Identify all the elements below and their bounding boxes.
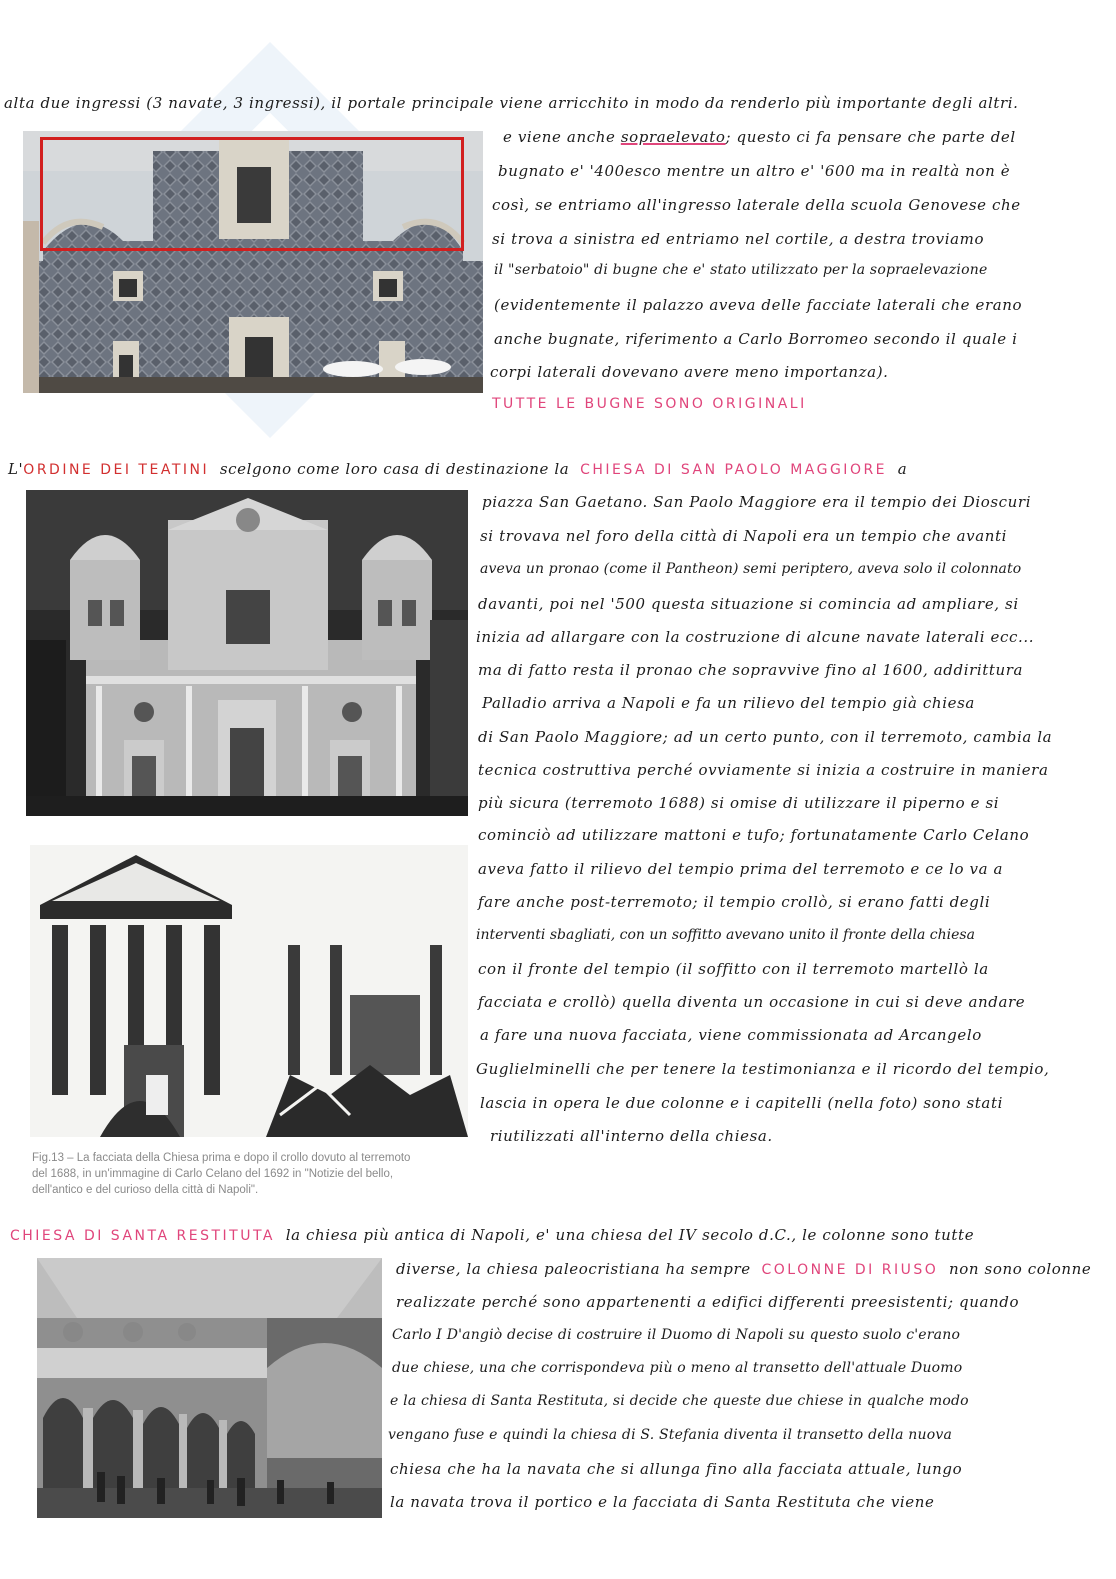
s2-intro-mid: scelgono come loro casa di destinazione la (219, 460, 570, 478)
s2-intro (8, 460, 907, 478)
s2-intro-prefix: L' (8, 460, 24, 478)
s1-line-1-b: ; questo ci fa pensare che parte del (725, 128, 1016, 146)
s2-line-1: si trovava nel foro della città di Napoli era un tempio che avanti (480, 527, 1008, 545)
s2-line-13: interventi sbagliati, con un soffitto avevano unito il fronte della chiesa (476, 927, 975, 943)
s2-line-19: riutilizzati all'interno della chiesa. (490, 1127, 773, 1145)
s3-line-0-a: diverse, la chiesa paleocristiana ha sempre (396, 1260, 751, 1278)
colonne-di-riuso: COLONNE DI RIUSO (761, 1262, 939, 1278)
s3-line-5: vengano fuse e quindi la chiesa di S. Stefania diventa il transetto della nuova (388, 1427, 952, 1443)
s2-line-0: piazza San Gaetano. San Paolo Maggiore era il tempio dei Dioscuri (482, 493, 1032, 511)
s2-line-9: più sicura (terremoto 1688) si omise di utilizzare il piperno e si (478, 794, 1000, 812)
s3-line-3: due chiese, una che corrispondeva più o meno al transetto dell'attuale Duomo (392, 1360, 963, 1376)
s1-line-3: così, se entriamo all'ingresso laterale della scuola Genovese che (492, 196, 1021, 214)
s2-line-3: davanti, poi nel '500 questa situazione si comincia ad ampliare, si (478, 595, 1019, 613)
s2-line-8: tecnica costruttiva perché ovviamente si inizia a costruire in maniera (478, 761, 1049, 779)
s3-line-0-b: non sono colonne (949, 1260, 1092, 1278)
s1-line-4: si trova a sinistra ed entriamo nel cortile, a destra troviamo (492, 230, 985, 248)
s1-line-2: bugnato e' '400esco mentre un altro e' '600 ma in realtà non è (498, 162, 1011, 180)
s3-line-7: la navata trova il portico e la facciata di Santa Restituta che viene (390, 1493, 935, 1511)
s1-highlight: TUTTE LE BUGNE SONO ORIGINALI (492, 396, 807, 412)
photo-santa-restituta-interior (37, 1258, 382, 1518)
photo-gesu-nuovo-facade (23, 131, 483, 393)
s2-line-11: aveva fatto il rilievo del tempio prima del terremoto e ce lo va a (478, 860, 1004, 878)
s2-line-4: inizia ad allargare con la costruzione di alcune navate laterali ecc... (476, 628, 1035, 646)
underlined-word: sopraelevato (620, 128, 726, 146)
s1-line-5: il "serbatoio" di bugne che e' stato utilizzato per la sopraelevazione (494, 262, 988, 278)
s2-line-7: di San Paolo Maggiore; ad un certo punto, con il terremoto, cambia la (478, 728, 1053, 746)
caption-line-0: Fig.13 – La facciata della Chiesa prima e dopo il crollo dovuto al terremoto (32, 1152, 411, 1164)
s1-line-8: corpi laterali dovevano avere meno importanza). (490, 363, 889, 381)
s1-line-1-a: e viene anche (503, 128, 621, 146)
s1-line-0: alta due ingressi (3 navate, 3 ingressi), il portale principale viene arricchito in modo da renderlo più importante degli altri. (4, 94, 1019, 112)
s2-line-14: con il fronte del tempio (il soffitto con il terremoto martellò la (478, 960, 989, 978)
s2-intro-end: a (897, 460, 908, 478)
caption-line-2: dell'antico e del curioso della città di Napoli". (32, 1184, 259, 1196)
s3-line-0 (396, 1260, 1091, 1278)
s2-line-2: aveva un pronao (come il Pantheon) semi periptero, aveva solo il colonnato (480, 561, 1022, 577)
photo-san-paolo-maggiore (26, 490, 468, 816)
s2-line-16: a fare una nuova facciata, viene commissionata ad Arcangelo (480, 1026, 982, 1044)
s3-line-1: realizzate perché sono appartenenti a edifici differenti preesistenti; quando (396, 1293, 1020, 1311)
s3-line-4: e la chiesa di Santa Restituta, si decide che queste due chiese in qualche modo (390, 1393, 969, 1409)
s3-line-6: chiesa che ha la navata che si allunga fino alla facciata attuale, lungo (390, 1460, 963, 1478)
engraving-celano (30, 845, 468, 1137)
s2-line-18: lascia in opera le due colonne e i capitelli (nella foto) sono stati (480, 1094, 1003, 1112)
s3-intro-rest: la chiesa più antica di Napoli, e' una chiesa del IV secolo d.C., le colonne sono tutte (285, 1226, 975, 1244)
s3-intro (10, 1226, 974, 1244)
s2-line-6: Palladio arriva a Napoli e fa un rilievo del tempio già chiesa (482, 694, 975, 712)
church-santa-restituta: CHIESA DI SANTA RESTITUTA (10, 1228, 275, 1244)
highlight-box (40, 137, 464, 251)
caption-line-1: del 1688, in un'immagine di Carlo Celano del 1692 in "Notizie del bello, (32, 1168, 394, 1180)
s2-line-15: facciata e crollò) quella diventa un occasione in cui si deve andare (478, 993, 1026, 1011)
figure-caption (32, 1150, 410, 1198)
s2-line-5: ma di fatto resta il pronao che sopravvive fino al 1600, addirittura (478, 661, 1024, 679)
s1-line-1 (503, 128, 1016, 146)
s3-line-2: Carlo I D'angiò decise di costruire il Duomo di Napoli su questo suolo c'erano (392, 1327, 961, 1343)
s2-line-12: fare anche post-terremoto; il tempio crollò, si erano fatti degli (478, 893, 991, 911)
s2-line-10: cominciò ad utilizzare mattoni e tufo; fortunatamente Carlo Celano (478, 826, 1030, 844)
s2-line-17: Guglielminelli che per tenere la testimonianza e il ricordo del tempio, (476, 1060, 1050, 1078)
s1-line-7: anche bugnate, riferimento a Carlo Borromeo secondo il quale i (494, 330, 1018, 348)
s1-line-6: (evidentemente il palazzo aveva delle facciate laterali che erano (494, 296, 1023, 314)
church-san-paolo: CHIESA DI SAN PAOLO MAGGIORE (580, 462, 888, 478)
order-teatini: ORDINE DEI TEATINI (23, 462, 210, 478)
